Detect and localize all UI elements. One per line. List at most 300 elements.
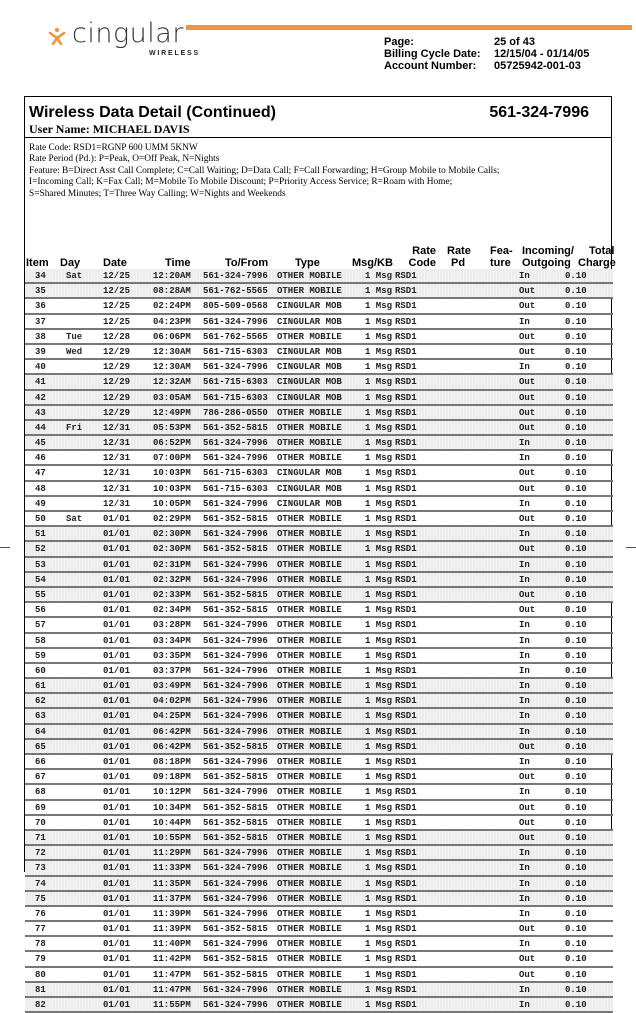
cell-date: 01/01 — [103, 802, 131, 813]
cell-msg-kb: 1 Msg — [365, 984, 393, 995]
cell-time: 02:31PM — [153, 559, 191, 570]
cell-rate-code: RSD1 — [395, 422, 417, 433]
cell-to-from: 561-324-7996 — [203, 908, 268, 919]
cell-item: 65 — [35, 741, 46, 752]
cell-total-charge: 0.10 — [565, 681, 587, 692]
cell-incoming-outgoing: Out — [519, 483, 536, 494]
cell-time: 02:33PM — [153, 589, 191, 600]
cell-to-from: 561-352-5815 — [203, 954, 268, 965]
account-info — [384, 36, 589, 72]
cell-item: 38 — [35, 331, 46, 342]
cell-total-charge: 0.10 — [565, 741, 587, 752]
cell-total-charge: 0.10 — [565, 1000, 587, 1010]
table-row — [25, 299, 613, 314]
cell-incoming-outgoing: In — [519, 665, 530, 676]
cell-type: OTHER MOBILE — [277, 271, 342, 281]
cell-total-charge: 0.10 — [565, 407, 587, 418]
cell-to-from: 561-324-7996 — [203, 620, 268, 631]
cell-type: OTHER MOBILE — [277, 908, 342, 919]
cell-time: 11:39PM — [153, 908, 191, 919]
cell-to-from: 561-324-7996 — [203, 559, 268, 570]
col-date: Date — [103, 257, 127, 269]
cell-to-from: 561-324-7996 — [203, 574, 268, 585]
cell-total-charge: 0.10 — [565, 514, 587, 524]
cell-incoming-outgoing: In — [519, 878, 530, 889]
cell-date: 01/01 — [103, 650, 131, 661]
cell-to-from: 561-324-7996 — [203, 681, 268, 692]
code-legend — [29, 143, 500, 200]
page-value: 25 of 43 — [494, 36, 535, 48]
cell-to-from: 561-352-5815 — [203, 422, 268, 433]
brand-subtitle: WIRELESS — [149, 50, 200, 57]
cell-incoming-outgoing: Out — [519, 772, 536, 783]
cell-incoming-outgoing: In — [519, 620, 530, 631]
cell-day: Fri — [66, 422, 83, 433]
cell-type: OTHER MOBILE — [277, 453, 342, 464]
cell-to-from: 786-286-0550 — [203, 407, 268, 418]
table-row — [25, 527, 613, 542]
cell-date: 01/01 — [103, 817, 131, 828]
cell-total-charge: 0.10 — [565, 559, 587, 570]
cell-time: 02:30PM — [153, 544, 191, 555]
col-io-1: Incoming/ — [522, 245, 574, 257]
cell-date: 01/01 — [103, 924, 131, 935]
cell-date: 01/01 — [103, 514, 131, 524]
cell-rate-code: RSD1 — [395, 438, 417, 449]
table-row — [25, 907, 613, 922]
cell-total-charge: 0.10 — [565, 939, 587, 950]
cell-type: OTHER MOBILE — [277, 665, 342, 676]
cell-date: 12/29 — [103, 407, 131, 418]
cell-item: 35 — [35, 286, 46, 297]
page-margin-mark — [0, 547, 10, 548]
cell-day: Tue — [66, 331, 83, 342]
billing-cycle-label: Billing Cycle Date: — [384, 48, 481, 60]
cell-incoming-outgoing: Out — [519, 392, 536, 403]
cell-time: 02:29PM — [153, 514, 191, 524]
cell-msg-kb: 1 Msg — [365, 878, 393, 889]
cell-to-from: 561-324-7996 — [203, 863, 268, 874]
cell-type: CINGULAR MOB — [277, 392, 342, 403]
account-number-value: 05725942-001-03 — [494, 60, 581, 72]
cell-to-from: 561-762-5565 — [203, 286, 268, 297]
table-row — [25, 952, 613, 967]
cell-item: 37 — [35, 316, 46, 327]
cell-date: 01/01 — [103, 529, 131, 540]
cell-msg-kb: 1 Msg — [365, 620, 393, 631]
cell-time: 11:40PM — [153, 939, 191, 950]
cell-total-charge: 0.10 — [565, 908, 587, 919]
cell-item: 66 — [35, 757, 46, 767]
table-row — [25, 801, 613, 816]
col-time: Time — [165, 257, 191, 269]
table-row — [25, 375, 613, 390]
cell-incoming-outgoing: Out — [519, 346, 536, 357]
cell-total-charge: 0.10 — [565, 544, 587, 555]
cell-date: 01/01 — [103, 832, 131, 843]
cell-rate-code: RSD1 — [395, 559, 417, 570]
cell-type: OTHER MOBILE — [277, 954, 342, 965]
cell-msg-kb: 1 Msg — [365, 787, 393, 798]
cell-total-charge: 0.10 — [565, 924, 587, 935]
cell-date: 01/01 — [103, 605, 131, 616]
cell-msg-kb: 1 Msg — [365, 574, 393, 585]
cell-item: 61 — [35, 681, 46, 692]
page-label: Page: — [384, 36, 414, 48]
cell-incoming-outgoing: Out — [519, 377, 536, 388]
cell-total-charge: 0.10 — [565, 863, 587, 874]
cell-item: 51 — [35, 529, 46, 540]
cell-time: 03:34PM — [153, 635, 191, 646]
col-rate-pd-2: Pd — [451, 257, 466, 269]
table-row — [25, 877, 613, 892]
col-total-2: Charge — [578, 257, 616, 269]
cell-msg-kb: 1 Msg — [365, 605, 393, 616]
cell-rate-code: RSD1 — [395, 908, 417, 919]
cell-msg-kb: 1 Msg — [365, 514, 393, 524]
cell-msg-kb: 1 Msg — [365, 377, 393, 388]
cell-time: 12:20AM — [153, 271, 191, 281]
cell-msg-kb: 1 Msg — [365, 286, 393, 297]
cell-date: 01/01 — [103, 711, 131, 722]
cell-msg-kb: 1 Msg — [365, 711, 393, 722]
cell-item: 68 — [35, 787, 46, 798]
cell-msg-kb: 1 Msg — [365, 271, 393, 281]
cell-total-charge: 0.10 — [565, 362, 587, 373]
table-row — [25, 816, 613, 831]
cell-total-charge: 0.10 — [565, 787, 587, 798]
cell-time: 04:25PM — [153, 711, 191, 722]
cell-incoming-outgoing: In — [519, 271, 530, 281]
table-row — [25, 937, 613, 952]
table-row — [25, 649, 613, 664]
cell-item: 36 — [35, 301, 46, 312]
cell-rate-code: RSD1 — [395, 635, 417, 646]
cell-to-from: 561-324-7996 — [203, 1000, 268, 1010]
cell-incoming-outgoing: In — [519, 574, 530, 585]
cell-item: 58 — [35, 635, 46, 646]
cell-item: 69 — [35, 802, 46, 813]
cell-total-charge: 0.10 — [565, 726, 587, 737]
cell-time: 03:35PM — [153, 650, 191, 661]
cell-time: 11:47PM — [153, 984, 191, 995]
table-row — [25, 998, 613, 1013]
cell-msg-kb: 1 Msg — [365, 589, 393, 600]
cell-type: OTHER MOBILE — [277, 817, 342, 828]
cell-type: CINGULAR MOB — [277, 346, 342, 357]
cell-total-charge: 0.10 — [565, 468, 587, 479]
cell-msg-kb: 1 Msg — [365, 301, 393, 312]
cell-msg-kb: 1 Msg — [365, 893, 393, 904]
cell-type: OTHER MOBILE — [277, 544, 342, 555]
cell-msg-kb: 1 Msg — [365, 939, 393, 950]
cell-msg-kb: 1 Msg — [365, 331, 393, 342]
table-row — [25, 861, 613, 876]
cell-type: OTHER MOBILE — [277, 514, 342, 524]
cell-item: 73 — [35, 863, 46, 874]
col-type: Type — [295, 257, 320, 269]
cell-incoming-outgoing: In — [519, 863, 530, 874]
cell-time: 02:24PM — [153, 301, 191, 312]
table-row — [25, 846, 613, 861]
cell-to-from: 561-324-7996 — [203, 848, 268, 859]
cell-rate-code: RSD1 — [395, 468, 417, 479]
cell-type: OTHER MOBILE — [277, 832, 342, 843]
cell-item: 40 — [35, 362, 46, 373]
cell-total-charge: 0.10 — [565, 620, 587, 631]
table-row — [25, 664, 613, 679]
cell-time: 03:28PM — [153, 620, 191, 631]
account-number-label: Account Number: — [384, 60, 477, 72]
cell-msg-kb: 1 Msg — [365, 969, 393, 980]
cell-day: Sat — [66, 271, 83, 281]
cell-msg-kb: 1 Msg — [365, 848, 393, 859]
cell-msg-kb: 1 Msg — [365, 559, 393, 570]
cell-item: 60 — [35, 665, 46, 676]
cell-time: 02:34PM — [153, 605, 191, 616]
cell-date: 12/31 — [103, 438, 131, 449]
cell-date: 12/29 — [103, 362, 131, 373]
cingular-x-icon — [48, 27, 66, 45]
cell-rate-code: RSD1 — [395, 878, 417, 889]
cell-item: 54 — [35, 574, 46, 585]
cell-time: 12:49PM — [153, 407, 191, 418]
cell-item: 48 — [35, 483, 46, 494]
cell-time: 10:05PM — [153, 498, 191, 509]
cell-type: CINGULAR MOB — [277, 468, 342, 479]
cell-total-charge: 0.10 — [565, 316, 587, 327]
cell-total-charge: 0.10 — [565, 984, 587, 995]
table-row — [25, 588, 613, 603]
cell-total-charge: 0.10 — [565, 589, 587, 600]
table-header — [25, 245, 636, 269]
cell-to-from: 561-324-7996 — [203, 453, 268, 464]
cell-rate-code: RSD1 — [395, 589, 417, 600]
cell-time: 12:30AM — [153, 362, 191, 373]
cell-total-charge: 0.10 — [565, 696, 587, 707]
cell-date: 01/01 — [103, 908, 131, 919]
cell-date: 12/29 — [103, 346, 131, 357]
table-row — [25, 634, 613, 649]
cell-msg-kb: 1 Msg — [365, 392, 393, 403]
cell-incoming-outgoing: Out — [519, 514, 536, 524]
cell-type: CINGULAR MOB — [277, 316, 342, 327]
cell-time: 10:12PM — [153, 787, 191, 798]
cell-date: 01/01 — [103, 544, 131, 555]
cell-type: CINGULAR MOB — [277, 377, 342, 388]
cell-type: OTHER MOBILE — [277, 331, 342, 342]
table-row — [25, 269, 613, 284]
table-row — [25, 315, 613, 330]
cell-to-from: 561-324-7996 — [203, 362, 268, 373]
cell-to-from: 561-352-5815 — [203, 514, 268, 524]
cell-date: 01/01 — [103, 1000, 131, 1010]
cell-type: OTHER MOBILE — [277, 711, 342, 722]
cingular-logo — [48, 18, 200, 64]
cell-rate-code: RSD1 — [395, 620, 417, 631]
cell-item: 82 — [35, 1000, 46, 1010]
cell-to-from: 561-324-7996 — [203, 498, 268, 509]
cell-rate-code: RSD1 — [395, 726, 417, 737]
user-name: User Name: MICHAEL DAVIS — [29, 122, 190, 136]
cell-msg-kb: 1 Msg — [365, 650, 393, 661]
table-row — [25, 770, 613, 785]
cell-total-charge: 0.10 — [565, 832, 587, 843]
cell-day: Wed — [66, 346, 83, 357]
cell-time: 10:03PM — [153, 468, 191, 479]
cell-incoming-outgoing: In — [519, 984, 530, 995]
cell-date: 12/31 — [103, 498, 131, 509]
table-row — [25, 451, 613, 466]
cell-type: OTHER MOBILE — [277, 984, 342, 995]
cell-total-charge: 0.10 — [565, 772, 587, 783]
cell-to-from: 561-324-7996 — [203, 893, 268, 904]
cell-rate-code: RSD1 — [395, 787, 417, 798]
cell-rate-code: RSD1 — [395, 863, 417, 874]
cell-msg-kb: 1 Msg — [365, 696, 393, 707]
cell-incoming-outgoing: Out — [519, 605, 536, 616]
cell-item: 70 — [35, 817, 46, 828]
cell-rate-code: RSD1 — [395, 605, 417, 616]
cell-msg-kb: 1 Msg — [365, 407, 393, 418]
cell-time: 02:30PM — [153, 529, 191, 540]
cell-total-charge: 0.10 — [565, 483, 587, 494]
cell-msg-kb: 1 Msg — [365, 772, 393, 783]
cell-time: 11:42PM — [153, 954, 191, 965]
cell-rate-code: RSD1 — [395, 802, 417, 813]
cell-type: OTHER MOBILE — [277, 726, 342, 737]
usage-table-body — [25, 269, 613, 1013]
cell-rate-code: RSD1 — [395, 893, 417, 904]
cell-incoming-outgoing: In — [519, 681, 530, 692]
legend-feature-2: I=Incoming Call; K=Fax Call; M=Mobile To Mobile Discount; P=Priority Access Service; R=Roam with Home; — [29, 177, 453, 188]
cell-total-charge: 0.10 — [565, 498, 587, 509]
cell-msg-kb: 1 Msg — [365, 665, 393, 676]
cell-rate-code: RSD1 — [395, 544, 417, 555]
cell-time: 04:02PM — [153, 696, 191, 707]
cell-date: 01/01 — [103, 878, 131, 889]
cell-to-from: 805-509-0568 — [203, 301, 268, 312]
cell-to-from: 561-324-7996 — [203, 635, 268, 646]
cell-type: CINGULAR MOB — [277, 483, 342, 494]
cell-incoming-outgoing: Out — [519, 741, 536, 752]
cell-rate-code: RSD1 — [395, 407, 417, 418]
cell-time: 06:06PM — [153, 331, 191, 342]
cell-incoming-outgoing: Out — [519, 969, 536, 980]
cell-date: 12/31 — [103, 468, 131, 479]
table-row — [25, 709, 613, 724]
cell-item: 77 — [35, 924, 46, 935]
cell-msg-kb: 1 Msg — [365, 954, 393, 965]
cell-item: 71 — [35, 832, 46, 843]
cell-date: 01/01 — [103, 741, 131, 752]
cell-time: 12:32AM — [153, 377, 191, 388]
cell-type: OTHER MOBILE — [277, 574, 342, 585]
cell-item: 52 — [35, 544, 46, 555]
cell-incoming-outgoing: In — [519, 650, 530, 661]
cell-rate-code: RSD1 — [395, 514, 417, 524]
cell-rate-code: RSD1 — [395, 316, 417, 327]
cell-incoming-outgoing: Out — [519, 832, 536, 843]
cell-date: 12/31 — [103, 483, 131, 494]
cell-time: 06:52PM — [153, 438, 191, 449]
cell-rate-code: RSD1 — [395, 346, 417, 357]
cell-item: 59 — [35, 650, 46, 661]
cell-type: OTHER MOBILE — [277, 422, 342, 433]
cell-date: 01/01 — [103, 635, 131, 646]
cell-rate-code: RSD1 — [395, 954, 417, 965]
cell-rate-code: RSD1 — [395, 817, 417, 828]
cell-msg-kb: 1 Msg — [365, 757, 393, 767]
cell-incoming-outgoing: Out — [519, 589, 536, 600]
cell-to-from: 561-352-5815 — [203, 832, 268, 843]
cell-date: 12/31 — [103, 453, 131, 464]
cell-to-from: 561-352-5815 — [203, 924, 268, 935]
cell-msg-kb: 1 Msg — [365, 544, 393, 555]
cell-date: 01/01 — [103, 848, 131, 859]
cell-total-charge: 0.10 — [565, 893, 587, 904]
cell-rate-code: RSD1 — [395, 498, 417, 509]
table-row — [25, 482, 613, 497]
cell-item: 76 — [35, 908, 46, 919]
cell-incoming-outgoing: In — [519, 908, 530, 919]
cell-date: 12/25 — [103, 271, 131, 281]
cell-time: 03:49PM — [153, 681, 191, 692]
cell-item: 63 — [35, 711, 46, 722]
cell-incoming-outgoing: Out — [519, 422, 536, 433]
cell-type: OTHER MOBILE — [277, 650, 342, 661]
cell-item: 79 — [35, 954, 46, 965]
cell-rate-code: RSD1 — [395, 984, 417, 995]
table-row — [25, 391, 613, 406]
cell-item: 44 — [35, 422, 46, 433]
cell-rate-code: RSD1 — [395, 377, 417, 388]
cell-incoming-outgoing: Out — [519, 544, 536, 555]
col-feature-1: Fea- — [490, 245, 513, 257]
table-row — [25, 618, 613, 633]
cell-item: 42 — [35, 392, 46, 403]
table-row — [25, 740, 613, 755]
col-item: Item — [26, 257, 49, 269]
cell-date: 01/01 — [103, 665, 131, 676]
legend-rate-code: Rate Code: RSD1=RGNP 600 UMM 5KNW — [29, 143, 198, 153]
cell-incoming-outgoing: In — [519, 711, 530, 722]
cell-total-charge: 0.10 — [565, 848, 587, 859]
cell-total-charge: 0.10 — [565, 453, 587, 464]
cell-time: 11:29PM — [153, 848, 191, 859]
cell-incoming-outgoing: Out — [519, 407, 536, 418]
cell-date: 01/01 — [103, 787, 131, 798]
table-row — [25, 330, 613, 345]
cell-incoming-outgoing: In — [519, 757, 530, 767]
table-row — [25, 831, 613, 846]
cell-incoming-outgoing: Out — [519, 802, 536, 813]
cell-date: 01/01 — [103, 893, 131, 904]
table-row — [25, 694, 613, 709]
cell-to-from: 561-352-5815 — [203, 741, 268, 752]
cell-total-charge: 0.10 — [565, 711, 587, 722]
cell-item: 39 — [35, 346, 46, 357]
cell-to-from: 561-324-7996 — [203, 787, 268, 798]
cell-total-charge: 0.10 — [565, 969, 587, 980]
cell-rate-code: RSD1 — [395, 331, 417, 342]
cell-total-charge: 0.10 — [565, 377, 587, 388]
col-rate-code-2: Code — [408, 257, 436, 269]
col-rate-pd-1: Rate — [447, 245, 471, 257]
cell-to-from: 561-352-5815 — [203, 817, 268, 828]
cell-item: 43 — [35, 407, 46, 418]
cell-type: OTHER MOBILE — [277, 1000, 342, 1010]
